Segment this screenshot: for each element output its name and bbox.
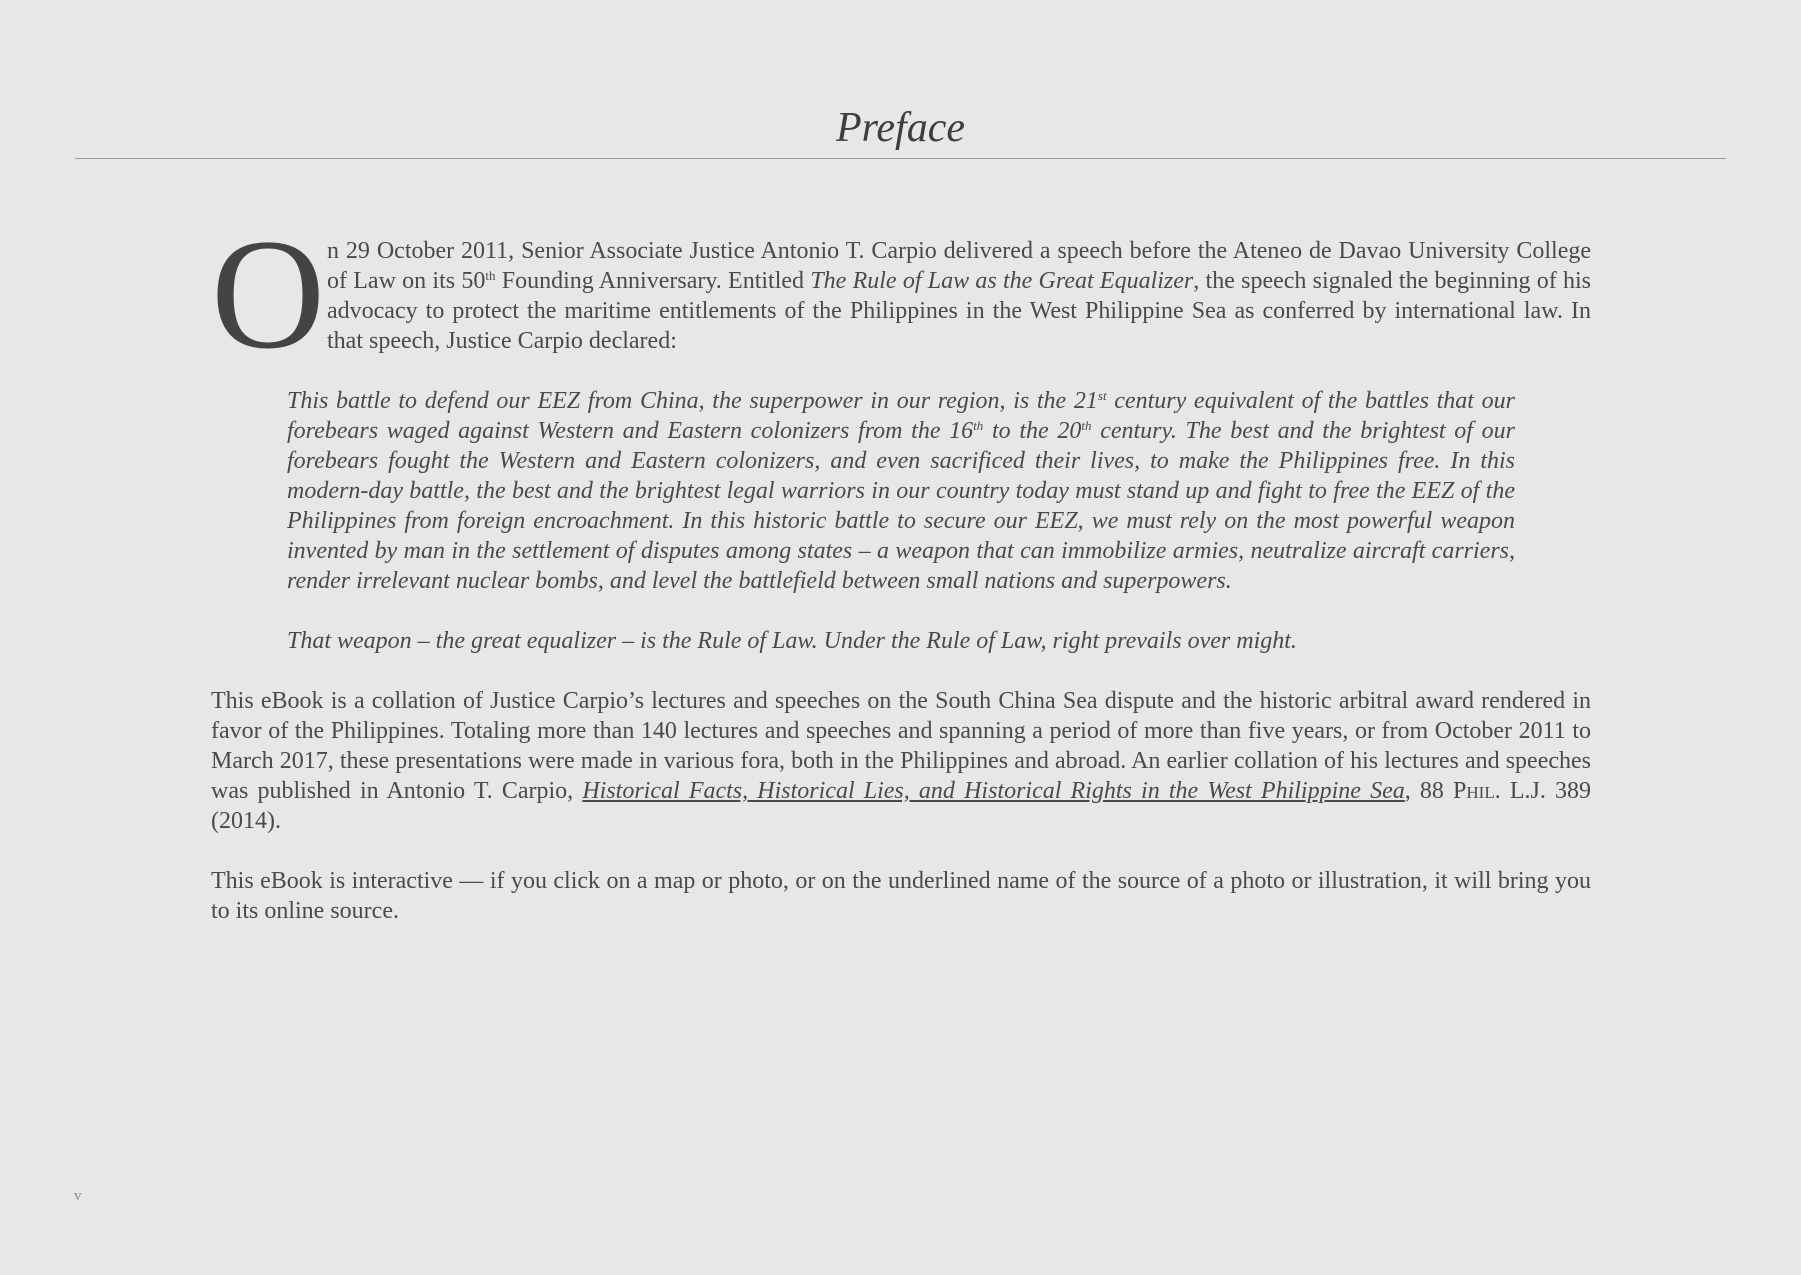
- quote-superscript-3: th: [1081, 418, 1092, 433]
- collation-paragraph: [211, 686, 1591, 836]
- quote-superscript-2: th: [973, 418, 984, 433]
- intro-text-part2: Founding Anniversary. Entitled: [495, 268, 811, 294]
- quote-superscript-1: st: [1097, 388, 1107, 403]
- quote-part3: to the 20: [983, 418, 1082, 444]
- speech-title: The Rule of Law as the Great Equalizer: [810, 268, 1194, 294]
- page-number: v: [74, 1188, 82, 1204]
- collation-text-2: , 88: [1404, 778, 1454, 804]
- block-quote: [287, 386, 1515, 596]
- preface-body: [211, 207, 1592, 926]
- collation-text-1: This eBook is a collation of Justice Carpio’s lectures and speeches on the South China Sea dispute and the historic arbitral award rendered in favor of the Philippines. Totaling more than 140 lectures and speeches and spanning a period of more than five years, or from October 2011 to March 2017, these presentations were made in various fora, both in the Philippines and abroad. An earlier collation of his lectures and speeches was published in Antonio T. Carpio,: [211, 688, 1591, 804]
- title-divider: [75, 158, 1726, 159]
- interactive-note: This eBook is interactive — if you click on a map or photo, or on the underlined name of the source of a photo or illustration, it will bring you to its online source.: [211, 868, 1591, 924]
- quote-part1: This battle to defend our EEZ from China, the superpower in our region, is the 21: [287, 388, 1098, 414]
- intro-paragraph: [211, 207, 1592, 382]
- intro-text-part1: n 29 October 2011, Senior Associate Justice Antonio T. Carpio delivered a speech before the Ateneo de Davao University College of Law on its 50: [327, 238, 1591, 294]
- journal-name: Phil.: [1453, 778, 1501, 804]
- page-title: Preface: [835, 105, 966, 151]
- intro-text: [327, 236, 1591, 356]
- quote-part2: century equivalent of the battles that our forebears waged against Western and Eastern colonizers from the 16: [287, 388, 1515, 444]
- intro-superscript: th: [485, 268, 496, 283]
- citation-link[interactable]: Historical Facts, Historical Lies, and Historical Rights in the West Philippine Sea: [582, 778, 1405, 804]
- quote-part4: century. The best and the brightest of our forebears fought the Western and Eastern colonizers, and even sacrificed their lives, to make the Philippines free. In this modern-day battle, the best and the brightest legal warriors in our country today must stand up and fight to free the EEZ of the Philippines from foreign encroachment. In this historic battle to secure our EEZ, we must rely on the most powerful weapon invented by man in the settlement of disputes among states – a weapon that can immobilize armies, neutralize aircraft carriers, render irrelevant nuclear bombs, and level the battlefield between small nations and superpowers.: [287, 418, 1515, 594]
- collation-text-3: L.J. 389 (2014).: [211, 778, 1592, 834]
- drop-cap: O: [211, 207, 326, 382]
- intro-text-part3: , the speech signaled the beginning of his advocacy to protect the maritime entitlements of the Philippines in the West Philippine Sea as conferred by international law. In that speech, Justice Carpio declared:: [327, 268, 1592, 354]
- block-quote-closing: That weapon – the great equalizer – is the Rule of Law. Under the Rule of Law, right prevails over might.: [287, 628, 1297, 654]
